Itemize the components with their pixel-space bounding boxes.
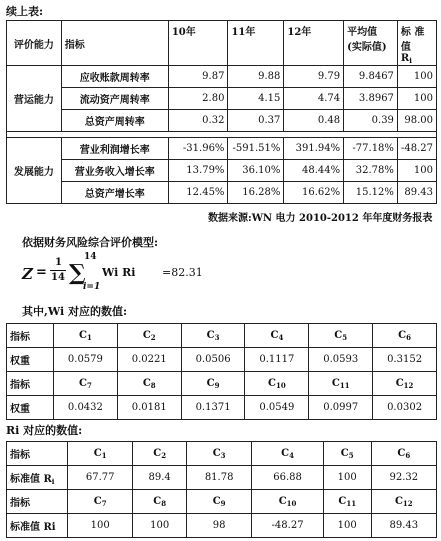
fraction-bar [50,270,66,271]
header-cell: 10年 [168,21,228,66]
table-row [7,442,437,466]
code-subscript: 3 [220,450,226,460]
code-subscript: 10 [286,498,297,508]
indicator-code: $C_4$ [245,324,309,348]
row-label: 指标 [7,324,54,348]
value-cell: 67.77 [68,466,133,490]
formula-term: Wi Ri [102,266,136,279]
code-subscript: 3 [214,332,220,342]
indicator-code: $C_{10}$ [252,490,324,514]
wi-description: 其中,Wi 对应的数值: [22,305,128,318]
value-cell: 4.15 [228,88,284,110]
code-subscript: 8 [150,380,156,390]
indicator-code: $C_7$ [68,490,133,514]
sum-icon: ∑ [69,260,86,286]
value-cell: 0.0579 [54,348,118,372]
table-row [7,88,437,110]
formula-frac-num: 1 [55,257,62,268]
header-cell: 评价能力 [7,21,62,66]
value-cell: 89.43 [397,182,436,204]
formula-equals: = [36,265,47,280]
code-subscript: 12 [403,380,414,390]
value-cell: 0.3152 [373,348,437,372]
value-cell: 0.37 [228,110,284,132]
value-cell: -48.27 [397,138,436,160]
indicator-code: $C_2$ [133,442,187,466]
ability-cell: 发展能力 [7,138,62,204]
indicator-code: $C_2$ [117,324,181,348]
value-cell: 3.8967 [344,88,398,110]
code-subscript: 4 [289,450,294,460]
indicator-name: 营业务收入增长率 [61,160,168,182]
code-subscript: 5 [342,332,348,342]
label-subscript: i [51,476,55,486]
indicator-code: $C_5$ [309,324,373,348]
value-cell: -31.96% [168,138,228,160]
row-label: 权重 [7,396,54,420]
code-subscript: 11 [346,498,357,508]
indicator-code: $C_6$ [373,324,437,348]
indicator-code: $C_8$ [117,372,181,396]
value-cell: 100 [397,66,436,88]
indicator-code: $C_{12}$ [371,490,436,514]
formula-sum-top: 14 [84,252,97,262]
value-cell: 2.80 [168,88,228,110]
value-cell: 89.43 [371,514,436,538]
indicator-code: $C_{12}$ [373,372,437,396]
code-subscript: 12 [402,498,413,508]
row-label: 指标 [7,490,68,514]
weight-table [6,323,437,420]
indicator-code: $C_3$ [181,324,245,348]
indicator-name: 营业利润增长率 [61,138,168,160]
value-cell: 0.0432 [54,396,118,420]
table-row [7,160,437,182]
value-cell: 16.28% [228,182,284,204]
value-cell: 100 [323,466,371,490]
code-subscript: 1 [101,450,107,460]
row-label: 指标 [7,442,68,466]
indicator-code: $C_4$ [252,442,324,466]
indicator-name: 流动资产周转率 [61,88,168,110]
value-cell: -77.18% [344,138,398,160]
code-subscript: 8 [161,498,167,508]
indicator-code: $C_6$ [371,442,436,466]
value-cell: 0.0549 [245,396,309,420]
value-cell: 100 [133,514,187,538]
code-subscript: 11 [339,380,350,390]
value-cell: 0.32 [168,110,228,132]
value-cell: 0.0221 [117,348,181,372]
code-subscript: 6 [405,450,411,460]
header-cell: 平均值 (实际值) [344,21,398,66]
value-cell: 48.44% [284,160,344,182]
indicator-code: $C_{11}$ [309,372,373,396]
indicator-code: $C_8$ [133,490,187,514]
value-cell: 81.78 [186,466,251,490]
formula-frac-den: 14 [51,272,65,283]
value-cell: -48.27 [252,514,324,538]
header-subscript: i [409,56,412,65]
code-subscript: 10 [276,380,286,390]
value-cell: 0.0302 [373,396,437,420]
value-cell: 4.74 [284,88,344,110]
ri-description: Ri 对应的数值: [6,424,83,437]
header-cell: 11年 [228,21,284,66]
value-cell: 100 [397,88,436,110]
table-row [7,66,437,88]
indicator-code: $C_9$ [181,372,245,396]
value-cell: 0.0506 [181,348,245,372]
indicator-code: $C_3$ [186,442,251,466]
code-subscript: 7 [101,498,107,508]
value-cell: 9.79 [284,66,344,88]
formula-result: =82.31 [162,266,203,279]
indicator-code: $C_{11}$ [323,490,371,514]
financial-indicator-table [6,20,437,204]
code-subscript: 7 [86,380,92,390]
value-cell: 32.78% [344,160,398,182]
ability-cell: 营运能力 [7,66,62,132]
table-header-row [7,21,437,66]
data-source-note: 数据来源:WN 电力 2010-2012 年年度财务报表 [208,213,433,224]
indicator-code: $C_1$ [68,442,133,466]
indicator-code: $C_{10}$ [245,372,309,396]
row-label: 标准值 $R_i$ [7,466,68,490]
header-cell: 指标 [61,21,168,66]
table-row [7,490,437,514]
value-cell: 15.12% [344,182,398,204]
table-row [7,466,437,490]
indicator-name: 总资产增长率 [61,182,168,204]
table-row [7,182,437,204]
value-cell: 92.32 [371,466,436,490]
indicator-code: $C_9$ [186,490,251,514]
code-subscript: 5 [348,450,354,460]
code-subscript: 6 [406,332,411,342]
code-subscript: 1 [86,332,92,342]
code-subscript: 2 [161,450,167,460]
header-cell: 标 准 值 $R_i$ [397,21,436,66]
value-cell: 0.1117 [245,348,309,372]
model-description: 依据财务风险综合评价模型: [22,236,159,249]
continued-label: 续上表: [6,5,44,18]
row-label: 标准值 Ri [7,514,68,538]
table-row [7,372,437,396]
value-cell: 0.1371 [181,396,245,420]
value-cell: 0.0997 [309,396,373,420]
value-cell: 0.0181 [117,396,181,420]
indicator-code: $C_7$ [54,372,118,396]
value-cell: 100 [397,160,436,182]
value-cell: 9.88 [228,66,284,88]
risk-formula [22,252,272,296]
table-row [7,324,437,348]
value-cell: 9.87 [168,66,228,88]
value-cell: 0.39 [344,110,398,132]
code-subscript: 9 [220,498,226,508]
formula-lhs: Z [22,265,33,283]
header-cell: 12年 [284,21,344,66]
value-cell: 100 [323,514,371,538]
value-cell: 391.94% [284,138,344,160]
value-cell: 9.8467 [344,66,398,88]
code-subscript: 9 [214,380,220,390]
value-cell: 12.45% [168,182,228,204]
value-cell: 66.88 [252,466,324,490]
value-cell: 36.10% [228,160,284,182]
table-row [7,348,437,372]
value-cell: 0.0593 [309,348,373,372]
indicator-code: $C_5$ [323,442,371,466]
indicator-name: 总资产周转率 [61,110,168,132]
table-row [7,110,437,132]
table-row [7,514,437,538]
indicator-code: $C_1$ [54,324,118,348]
row-label: 指标 [7,372,54,396]
value-cell: 16.62% [284,182,344,204]
row-label: 权重 [7,348,54,372]
value-cell: 98 [186,514,251,538]
code-subscript: 2 [150,332,156,342]
table-row [7,138,437,160]
value-cell: -591.51% [228,138,284,160]
value-cell: 98.00 [397,110,436,132]
formula-sum-bottom: i=1 [83,282,101,292]
value-cell: 89.4 [133,466,187,490]
code-subscript: 4 [278,332,284,342]
indicator-name: 应收账款周转率 [61,66,168,88]
table-row [7,396,437,420]
value-cell: 13.79% [168,160,228,182]
value-cell: 100 [68,514,133,538]
value-cell: 0.48 [284,110,344,132]
standard-value-table [6,441,437,538]
